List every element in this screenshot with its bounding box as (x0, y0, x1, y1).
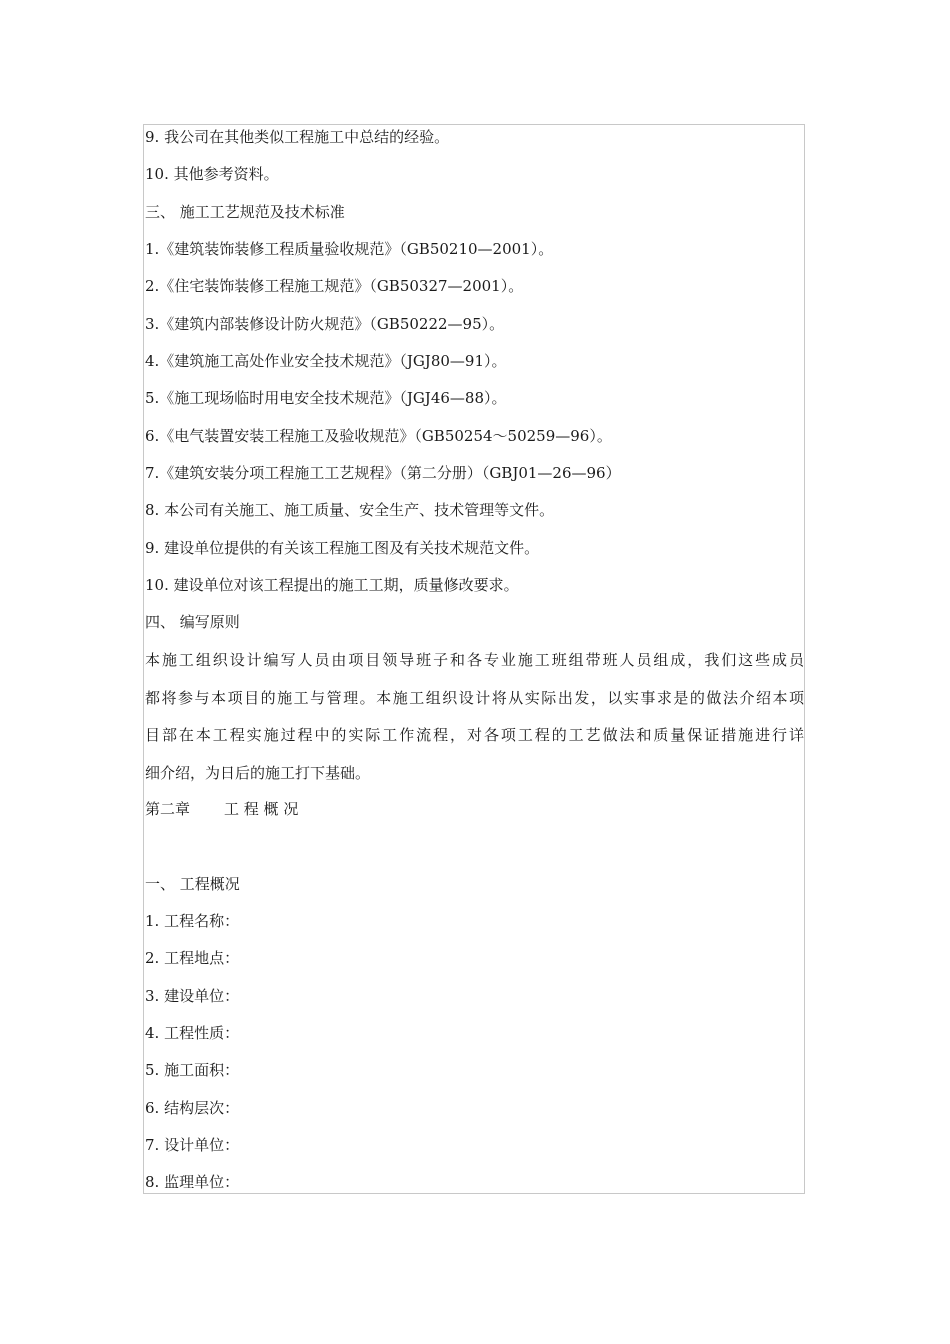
principles-paragraph (145, 650, 804, 800)
overview-item-8: 8. 监理单位： (145, 1173, 240, 1191)
basis-item-10: 10. 其他参考资料。 (145, 165, 279, 183)
overview-item-3: 3. 建设单位： (145, 987, 240, 1005)
section-4-heading: 四、 编写原则 (145, 613, 240, 631)
chapter-number: 第二章 (145, 800, 191, 818)
overview-item-6: 6. 结构层次： (145, 1099, 240, 1117)
document-page (143, 124, 805, 1194)
standard-item-10: 10. 建设单位对该工程提出的施工工期，质量修改要求。 (145, 576, 519, 594)
basis-item-9: 9. 我公司在其他类似工程施工中总结的经验。 (145, 128, 450, 146)
overview-item-4: 4. 工程性质： (145, 1024, 240, 1042)
standard-item-9: 9. 建设单位提供的有关该工程施工图及有关技术规范文件。 (145, 539, 540, 557)
paragraph-line: 目部在本工程实施过程中的实际工作流程，对各项工程的工艺做法和质量保证措施进行详 (145, 726, 804, 744)
chapter-heading (145, 799, 804, 819)
section-1-heading: 一、 工程概况 (145, 875, 240, 893)
overview-item-7: 7. 设计单位： (145, 1136, 240, 1154)
paragraph-line: 细介绍，为日后的施工打下基础。 (145, 763, 371, 782)
overview-item-1: 1. 工程名称： (145, 912, 240, 930)
overview-item-2: 2. 工程地点： (145, 949, 240, 967)
section-3-heading: 三、 施工工艺规范及技术标准 (145, 203, 345, 221)
standard-item-6: 6.《电气装置安装工程施工及验收规范》（GB50254～50259—96）。 (145, 427, 612, 445)
overview-item-5: 5. 施工面积： (145, 1061, 240, 1079)
standard-item-1: 1.《建筑装饰装修工程质量验收规范》（GB50210—2001）。 (145, 240, 554, 258)
standard-item-3: 3.《建筑内部装修设计防火规范》（GB50222—95）。 (145, 315, 505, 333)
paragraph-line: 都将参与本项目的施工与管理。本施工组织设计将从实际出发，以实事求是的做法介绍本项 (145, 688, 804, 707)
standard-item-4: 4.《建筑施工高处作业安全技术规范》（JGJ80—91）。 (145, 352, 507, 370)
chapter-title: 工 程 概 况 (224, 800, 299, 818)
standard-item-2: 2.《住宅装饰装修工程施工规范》（GB50327—2001）。 (145, 277, 524, 295)
standard-item-7: 7.《建筑安装分项工程施工工艺规程》（第二分册）（GBJ01—26—96） (145, 464, 621, 482)
standard-item-8: 8. 本公司有关施工、施工质量、安全生产、技术管理等文件。 (145, 501, 555, 519)
paragraph-line: 本施工组织设计编写人员由项目领导班子和各专业施工班组带班人员组成，我们这些成员 (145, 651, 804, 669)
standard-item-5: 5.《施工现场临时用电安全技术规范》（JGJ46—88）。 (145, 389, 507, 407)
